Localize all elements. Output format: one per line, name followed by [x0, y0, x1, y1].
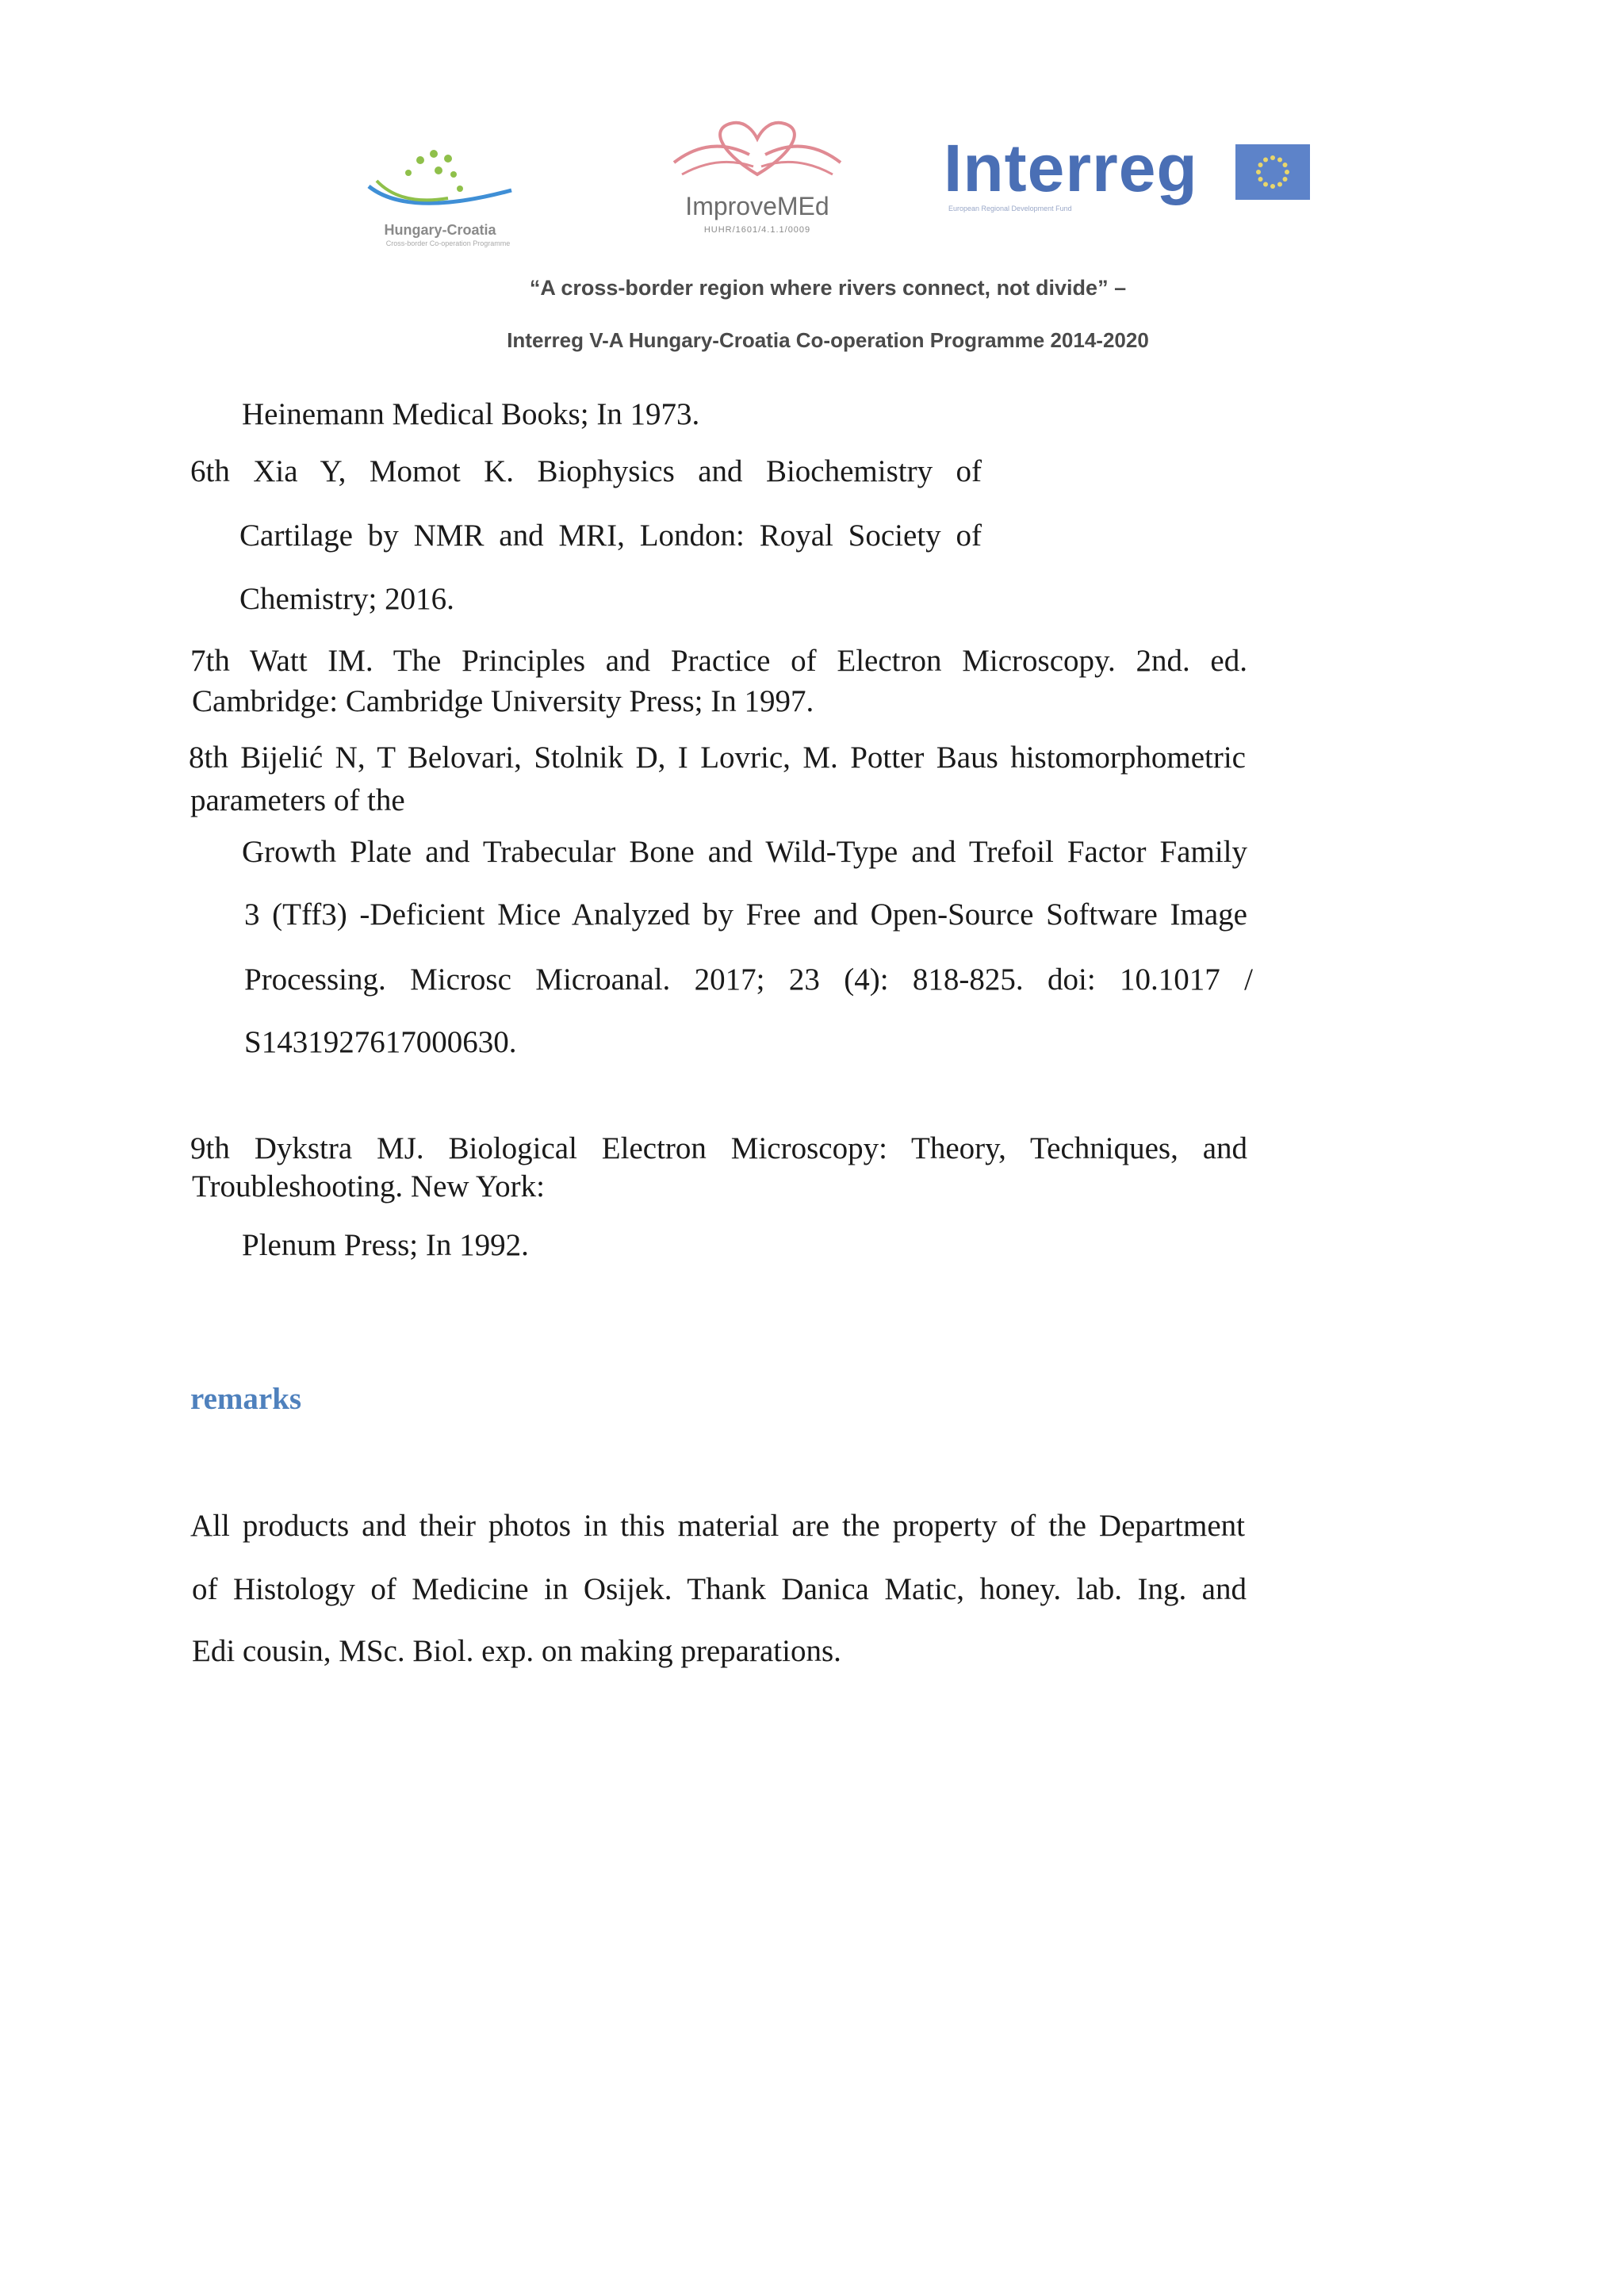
improvemed-code: HUHR/1601/4.1.1/0009 — [703, 225, 811, 235]
reference-6-line-2: Cartilage by NMR and MRI, London: Royal Society of — [239, 519, 982, 553]
improvemed-title: ImproveMEd — [685, 192, 829, 220]
improvemed-logo — [662, 111, 852, 246]
reference-8-line-4: 3 (Tff3) -Deficient Mice Analyzed by Free and Open-Source Software Image — [244, 897, 1247, 932]
header-programme: Interreg V-A Hungary-Croatia Co-operation Programme 2014-2020 — [507, 328, 1149, 352]
reference-7-line-1: 7th Watt IM. The Principles and Practice of Electron Microscopy. 2nd. ed. — [190, 644, 1247, 678]
remarks-line-2: of Histology of Medicine in Osijek. Thank Danica Matic, honey. lab. Ing. and — [192, 1572, 1247, 1606]
reference-6-line-3: Chemistry; 2016. — [239, 582, 454, 616]
reference-9-line-3: Plenum Press; In 1992. — [242, 1228, 529, 1262]
remarks-line-3: Edi cousin, MSc. Biol. exp. on making preparations. — [192, 1634, 841, 1668]
hungary-croatia-logo — [361, 143, 551, 254]
hungary-croatia-emblem-icon — [361, 143, 519, 222]
reference-9-line-1: 9th Dykstra MJ. Biological Electron Microscopy: Theory, Techniques, and — [190, 1131, 1247, 1165]
reference-8-line-2: parameters of the — [190, 783, 405, 817]
hungary-croatia-subtitle: Cross-border Co-operation Programme — [385, 239, 511, 247]
interreg-subtitle: European Regional Development Fund — [948, 205, 1072, 212]
reference-8-line-6: S1431927617000630. — [244, 1025, 517, 1059]
reference-7-line-2: Cambridge: Cambridge University Press; In 1997. — [192, 684, 814, 718]
header-slogan: “A cross-border region where rivers connect, not divide” – — [529, 276, 1127, 300]
hungary-croatia-title: Hungary-Croatia — [384, 222, 496, 238]
remarks-heading: remarks — [190, 1382, 302, 1416]
interreg-wordmark: Interreg — [944, 131, 1198, 205]
reference-5-line-3: Heinemann Medical Books; In 1973. — [242, 397, 700, 431]
heart-hands-icon — [662, 111, 852, 190]
page-header — [0, 0, 1624, 373]
reference-8-line-1: 8th Bijelić N, T Belovari, Stolnik D, I Lovric, M. Potter Baus histomorphometric — [189, 740, 1246, 775]
reference-9-line-2: Troubleshooting. New York: — [192, 1169, 545, 1203]
remarks-line-1: All products and their photos in this material are the property of the Department — [190, 1509, 1245, 1543]
eu-flag-icon — [1235, 144, 1310, 200]
reference-8-line-3: Growth Plate and Trabecular Bone and Wild-Type and Trefoil Factor Family — [242, 835, 1247, 869]
reference-8-line-5: Processing. Microsc Microanal. 2017; 23 (4): 818-825. doi: 10.1017 / — [244, 962, 1253, 997]
reference-6-line-1: 6th Xia Y, Momot K. Biophysics and Biochemistry of — [190, 454, 982, 488]
